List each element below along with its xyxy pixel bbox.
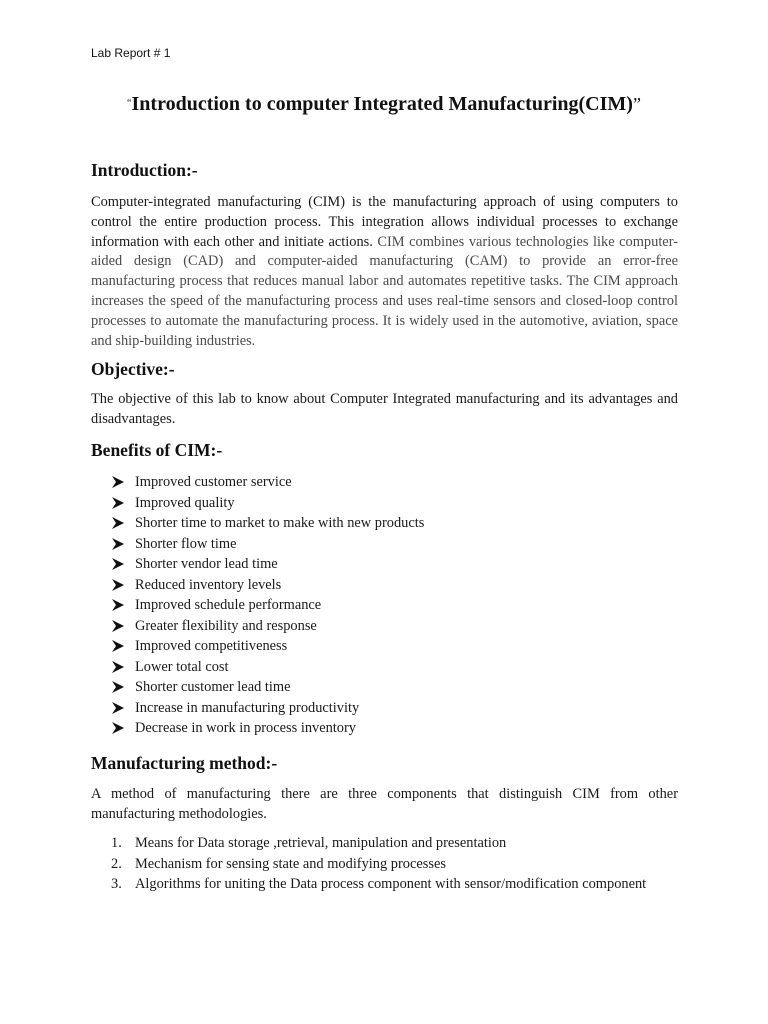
benefit-item-label: Reduced inventory levels <box>135 576 282 593</box>
benefit-item <box>111 575 424 596</box>
arrowhead-bullet-icon <box>111 661 135 673</box>
method-item-text: Means for Data storage ,retrieval, manipulation and presentation <box>135 835 507 851</box>
arrowhead-bullet-icon <box>111 702 135 714</box>
benefit-item-label: Lower total cost <box>135 658 229 675</box>
arrowhead-bullet-icon <box>111 620 135 632</box>
method-item <box>111 854 646 875</box>
manufacturing-method-heading: Manufacturing method:- <box>91 753 278 773</box>
arrowhead-bullet-icon <box>111 722 135 734</box>
introduction-text-part2: CIM combines various technologies like computer-aided design (CAD) and computer-aided manufacturing (CAM) to provide an error-free manufacturing process that reduces manual labor and automates repetitive tasks. The CIM approach increases the speed of the manufacturing process and uses real-time sensors and closed-loop control processes to automate the manufacturing process. It is widely used in the automotive, aviation, space and ship-building industries. <box>91 233 678 349</box>
objective-heading: Objective:- <box>91 359 175 379</box>
report-label: Lab Report # 1 <box>91 46 171 60</box>
benefit-item-label: Improved schedule performance <box>135 597 322 613</box>
method-item <box>111 833 646 854</box>
title-text: Introduction to computer Integrated Manufacturing(CIM) <box>131 93 633 115</box>
benefit-item-label: Improved customer service <box>135 474 292 490</box>
manufacturing-method-text: A method of manufacturing there are three components that distinguish CIM from other manufacturing methodologies. <box>91 786 678 822</box>
objective-paragraph <box>91 390 678 430</box>
method-item-number: 1. <box>111 835 122 851</box>
benefit-item-label: Increase in manufacturing productivity <box>135 699 360 716</box>
benefit-item-label: Shorter time to market to make with new products <box>135 515 425 531</box>
benefit-item <box>111 595 424 616</box>
arrowhead-bullet-icon <box>111 497 135 509</box>
arrowhead-bullet-icon <box>111 517 135 529</box>
arrowhead-bullet-icon <box>111 579 135 591</box>
benefit-item-label: Greater flexibility and response <box>135 617 317 634</box>
benefit-item <box>111 718 424 739</box>
benefit-item-label: Shorter vendor lead time <box>135 556 278 572</box>
method-item-text: Algorithms for uniting the Data process component with sensor/modification component <box>135 876 647 893</box>
benefit-item <box>111 677 424 698</box>
benefit-item <box>111 616 424 637</box>
method-item <box>111 874 646 895</box>
introduction-text-part1: Computer-integrated manufacturing (CIM) is the manufacturing approach of using computers to control the entire production process. This integration allows individual processes to exchange information with each other and initiate actions. <box>91 194 678 250</box>
arrowhead-bullet-icon <box>111 558 135 570</box>
method-item-number: 2. <box>111 855 122 872</box>
benefit-item <box>111 513 424 534</box>
benefit-item <box>111 472 424 493</box>
arrowhead-bullet-icon <box>111 640 135 652</box>
benefit-item-label: Shorter flow time <box>135 535 237 552</box>
benefits-heading: Benefits of CIM:- <box>91 440 223 460</box>
document-title <box>0 93 768 116</box>
arrowhead-bullet-icon <box>111 476 135 488</box>
benefit-item-label: Decrease in work in process inventory <box>135 720 356 736</box>
title-open-quote: “ <box>127 98 132 109</box>
manufacturing-method-list <box>111 833 646 895</box>
benefit-item <box>111 493 424 514</box>
method-item-number: 3. <box>111 876 122 893</box>
benefit-item <box>111 657 424 678</box>
benefit-item <box>111 534 424 555</box>
benefit-item-label: Improved competitiveness <box>135 638 288 654</box>
benefit-item <box>111 554 424 575</box>
benefits-list <box>111 472 424 739</box>
title-close-quote: ” <box>632 94 641 114</box>
introduction-paragraph <box>91 193 678 351</box>
benefit-item <box>111 698 424 719</box>
objective-text: The objective of this lab to know about Computer Integrated manufacturing and its advantages and disadvantages. <box>91 391 678 427</box>
manufacturing-method-paragraph <box>91 785 678 825</box>
benefit-item <box>111 636 424 657</box>
benefit-item-label: Improved quality <box>135 494 235 511</box>
introduction-heading: Introduction:- <box>91 160 198 180</box>
arrowhead-bullet-icon <box>111 599 135 611</box>
arrowhead-bullet-icon <box>111 538 135 550</box>
method-item-text: Mechanism for sensing state and modifying processes <box>135 855 446 872</box>
benefit-item-label: Shorter customer lead time <box>135 679 291 695</box>
arrowhead-bullet-icon <box>111 681 135 693</box>
